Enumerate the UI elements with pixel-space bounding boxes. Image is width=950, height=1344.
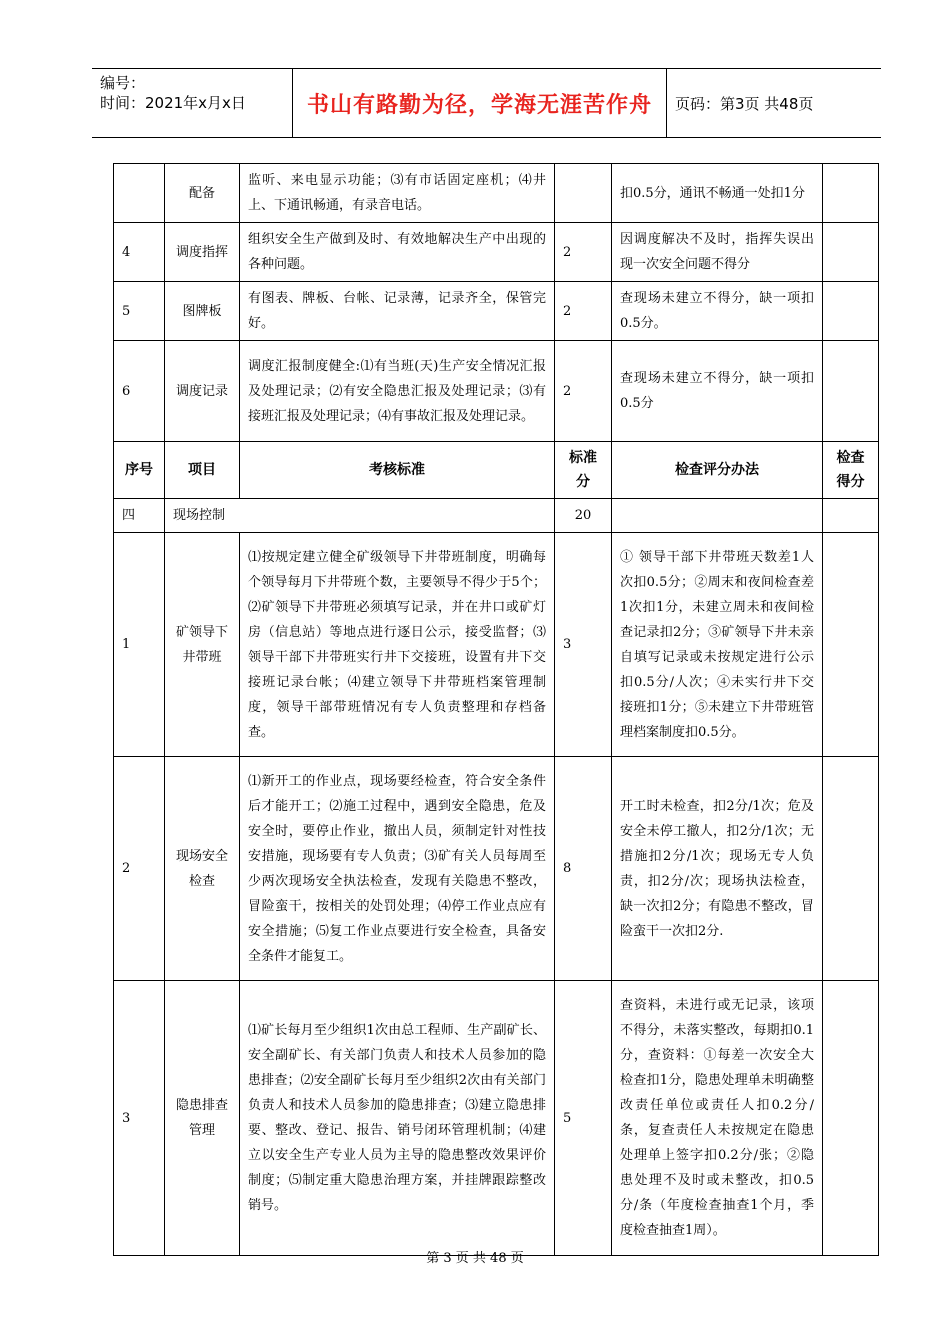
row-item: 调度记录 — [165, 341, 240, 442]
row-score: 3 — [555, 533, 612, 757]
row-item: 隐患排查管理 — [165, 981, 240, 1256]
row-method: 扣0.5分，通讯不畅通一处扣1分 — [612, 164, 823, 223]
table-row — [114, 282, 879, 341]
row-score: 2 — [555, 341, 612, 442]
time-label: 时间：2021年x月x日 — [100, 94, 246, 112]
header-meta — [100, 73, 246, 113]
row-no — [114, 164, 165, 223]
section-result — [823, 499, 879, 533]
row-item: 配备 — [165, 164, 240, 223]
row-method: 因调度解决不及时，指挥失误出现一次安全问题不得分 — [612, 223, 823, 282]
table-row — [114, 757, 879, 981]
col-header-standard: 考核标准 — [240, 442, 555, 499]
row-no: 5 — [114, 282, 165, 341]
row-standard: 组织安全生产做到及时、有效地解决生产中出现的各种问题。 — [240, 223, 555, 282]
row-result — [823, 282, 879, 341]
section-score: 20 — [555, 499, 612, 533]
row-result — [823, 533, 879, 757]
row-standard: 调度汇报制度健全:⑴有当班(天)生产安全情况汇报及处理记录；⑵有安全隐患汇报及处理记录；⑶有接班汇报及处理记录；⑷有事故汇报及处理记录。 — [240, 341, 555, 442]
row-standard: ⑴矿长每月至少组织1次由总工程师、生产副矿长、安全副矿长、有关部门负责人和技术人员参加的隐患排查；⑵安全副矿长每月至少组织2次由有关部门负责人和技术人员参加的隐患排查；⑶建立隐患排要、整改、登记、报告、销号闭环管理机制；⑷建立以安全生产专业人员为主导的隐患整改效果评价制度；⑸制定重大隐患治理方案，并挂牌跟踪整改销号。 — [240, 981, 555, 1256]
row-method: ① 领导干部下井带班天数差1人次扣0.5分；②周末和夜间检查差1次扣1分，未建立周未和夜间检查记录扣2分；③矿领导下井未亲自填写记录或未按规定进行公示扣0.5分/人次；④未实行井下交接班扣1分；⑤未建立下井带班管理档案制度扣0.5分。 — [612, 533, 823, 757]
row-score: 5 — [555, 981, 612, 1256]
row-score: 2 — [555, 223, 612, 282]
row-no: 3 — [114, 981, 165, 1256]
row-result — [823, 341, 879, 442]
row-method: 查现场未建立不得分，缺一项扣0.5分。 — [612, 282, 823, 341]
row-result — [823, 757, 879, 981]
table-row — [114, 981, 879, 1256]
section-no: 四 — [114, 499, 165, 533]
row-item: 矿领导下井带班 — [165, 533, 240, 757]
row-score: 8 — [555, 757, 612, 981]
row-no: 4 — [114, 223, 165, 282]
table-header — [114, 442, 879, 533]
row-score: 2 — [555, 282, 612, 341]
section-title: 现场控制 — [165, 499, 555, 533]
col-header-result: 检查得分 — [823, 442, 879, 499]
row-no: 6 — [114, 341, 165, 442]
table-row — [114, 223, 879, 282]
header-row — [114, 442, 879, 499]
col-header-no: 序号 — [114, 442, 165, 499]
row-item: 现场安全检查 — [165, 757, 240, 981]
section-method — [612, 499, 823, 533]
table-body-top — [114, 164, 879, 442]
section-row — [114, 499, 879, 533]
row-no: 1 — [114, 533, 165, 757]
col-header-method: 检查评分办法 — [612, 442, 823, 499]
table-row — [114, 164, 879, 223]
page-footer: 第 3 页 共 48 页 — [426, 1251, 524, 1266]
row-no: 2 — [114, 757, 165, 981]
document-header — [92, 68, 881, 138]
row-score — [555, 164, 612, 223]
header-page-info: 页码：第3页 共48页 — [675, 94, 814, 113]
table-body-bottom — [114, 533, 879, 1256]
row-result — [823, 164, 879, 223]
row-standard: ⑴新开工的作业点，现场要经检查，符合安全条件后才能开工；⑵施工过程中，遇到安全隐患，危及安全时，要停止作业，撤出人员，须制定针对性技安措施，现场要有专人负责；⑶矿有关人员每周至少两次现场安全执法检查，发现有关隐患不整改，冒险蛮干，按相关的处罚处理；⑷停工作业点应有安全措施；⑸复工作业点要进行安全检查，具备安全条件才能复工。 — [240, 757, 555, 981]
row-item: 图牌板 — [165, 282, 240, 341]
table-row — [114, 533, 879, 757]
number-label: 编号： — [100, 74, 146, 92]
row-standard: 监听、来电显示功能；⑶有市话固定座机；⑷井上、下通讯畅通，有录音电话。 — [240, 164, 555, 223]
header-motto: 书山有路勤为径，学海无涯苦作舟 — [306, 92, 652, 118]
row-method: 开工时未检查，扣2分/1次；危及安全未停工撤人，扣2分/1次；无措施扣2分/1次；现场无专人负责，扣2分/次；现场执法检查，缺一次扣2分；有隐患不整改，冒险蛮干一次扣2分. — [612, 757, 823, 981]
col-header-score: 标准分 — [555, 442, 612, 499]
col-header-item: 项目 — [165, 442, 240, 499]
row-standard: 有图表、牌板、台帐、记录薄，记录齐全，保管完好。 — [240, 282, 555, 341]
table-row — [114, 341, 879, 442]
header-divider — [666, 69, 667, 137]
row-standard: ⑴按规定建立健全矿级领导下井带班制度，明确每个领导每月下井带班个数，主要领导不得少于5个；⑵矿领导下井带班必须填写记录，并在井口或矿灯房（信息站）等地点进行逐日公示，接受监督；⑶领导干部下井带班实行井下交接班，设置有井下交接班记录台帐；⑷建立领导下井带班档案管理制度，领导干部带班情况有专人负责整理和存档备查。 — [240, 533, 555, 757]
row-method: 查资料，未进行或无记录，该项不得分，未落实整改，每期扣0.1分，查资料：①每差一次安全大检查扣1分，隐患处理单未明确整改责任单位或责任人扣0.2分/条，复查责任人未按规定在隐患处理单上签字扣0.2分/张；②隐患处理不及时或未整改，扣0.5分/条（年度检查抽查1个月，季度检查抽查1周）。 — [612, 981, 823, 1256]
row-method: 查现场未建立不得分，缺一项扣0.5分 — [612, 341, 823, 442]
row-result — [823, 223, 879, 282]
row-item: 调度指挥 — [165, 223, 240, 282]
row-result — [823, 981, 879, 1256]
assessment-table — [113, 163, 879, 1256]
